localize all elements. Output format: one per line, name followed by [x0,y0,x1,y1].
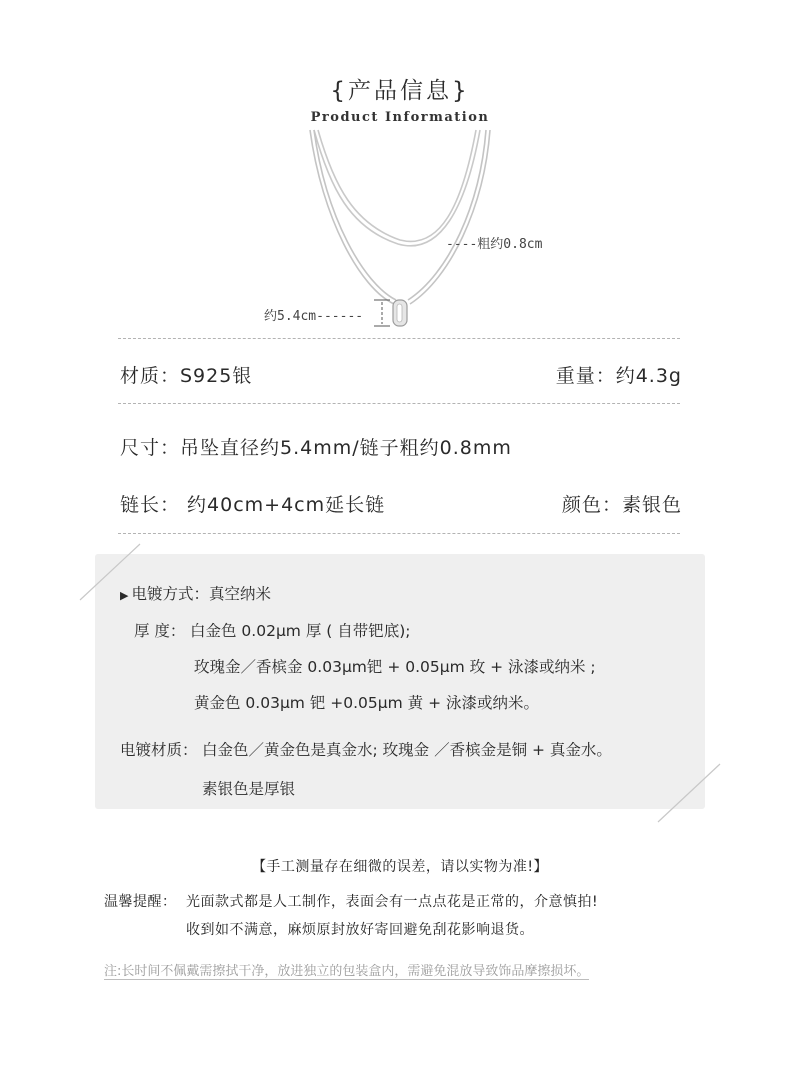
spec-weight: 重量：约4.3g [555,365,682,387]
divider [118,338,680,339]
plating-method [120,582,271,604]
divider [118,403,680,404]
chain-thickness-note: ----粗约0.8cm [446,237,543,252]
page-title: {产品信息} [330,78,470,104]
care-warning: 注:长时间不佩戴需擦拭干净，放进独立的包装盒内，需避免混放导致饰品摩擦损坏。 [104,960,589,980]
triangle-bullet-icon: ▶ [120,589,129,602]
tip-label: 温馨提醒： [104,894,177,910]
measure-note: 【手工测量存在细微的误差，请以实物为准!】 [251,859,549,875]
page-subtitle: Product Information [310,110,490,125]
material-label: 电镀材质： [120,741,198,759]
chain-outer [310,130,490,304]
spec-material: 材质：S925银 [120,365,253,387]
material-line-2: 素银色是厚银 [202,780,296,798]
material-line-1: 白金色／黄金色是真金水; 玫瑰金 ／香槟金是铜 + 真金水。 [202,741,612,759]
thickness-line-2: 玫瑰金／香槟金 0.03μm钯 + 0.05μm 玫 + 泳漆或纳米 ; [194,658,596,676]
spec-color: 颜色：素银色 [561,494,682,516]
spec-chain-length: 链长： 约40cm+4cm延长链 [120,494,386,516]
tip-line-1: 光面款式都是人工制作，表面会有一点点花是正常的，介意慎拍! [186,894,599,910]
thickness-line-1: 白金色 0.02μm 厚 ( 自带钯底); [190,622,411,640]
thickness-line-3: 黄金色 0.03μm 钯 +0.05μm 黄 + 泳漆或纳米。 [194,694,539,712]
panel-corner-line [654,760,724,826]
tip-line-2: 收到如不满意，麻烦原封放好寄回避免刮花影响退货。 [186,922,534,938]
thickness-label: 厚 度： [134,622,186,640]
pendant-icon [393,300,407,326]
plating-method-text: 电镀方式：真空纳米 [131,585,271,603]
size-marker [374,300,390,326]
spec-size: 尺寸：吊坠直径约5.4mm/链子粗约0.8mm [120,437,512,459]
pendant-size-note: 约5.4cm------ [264,309,364,324]
chain-inner [314,130,480,246]
divider [118,533,680,534]
